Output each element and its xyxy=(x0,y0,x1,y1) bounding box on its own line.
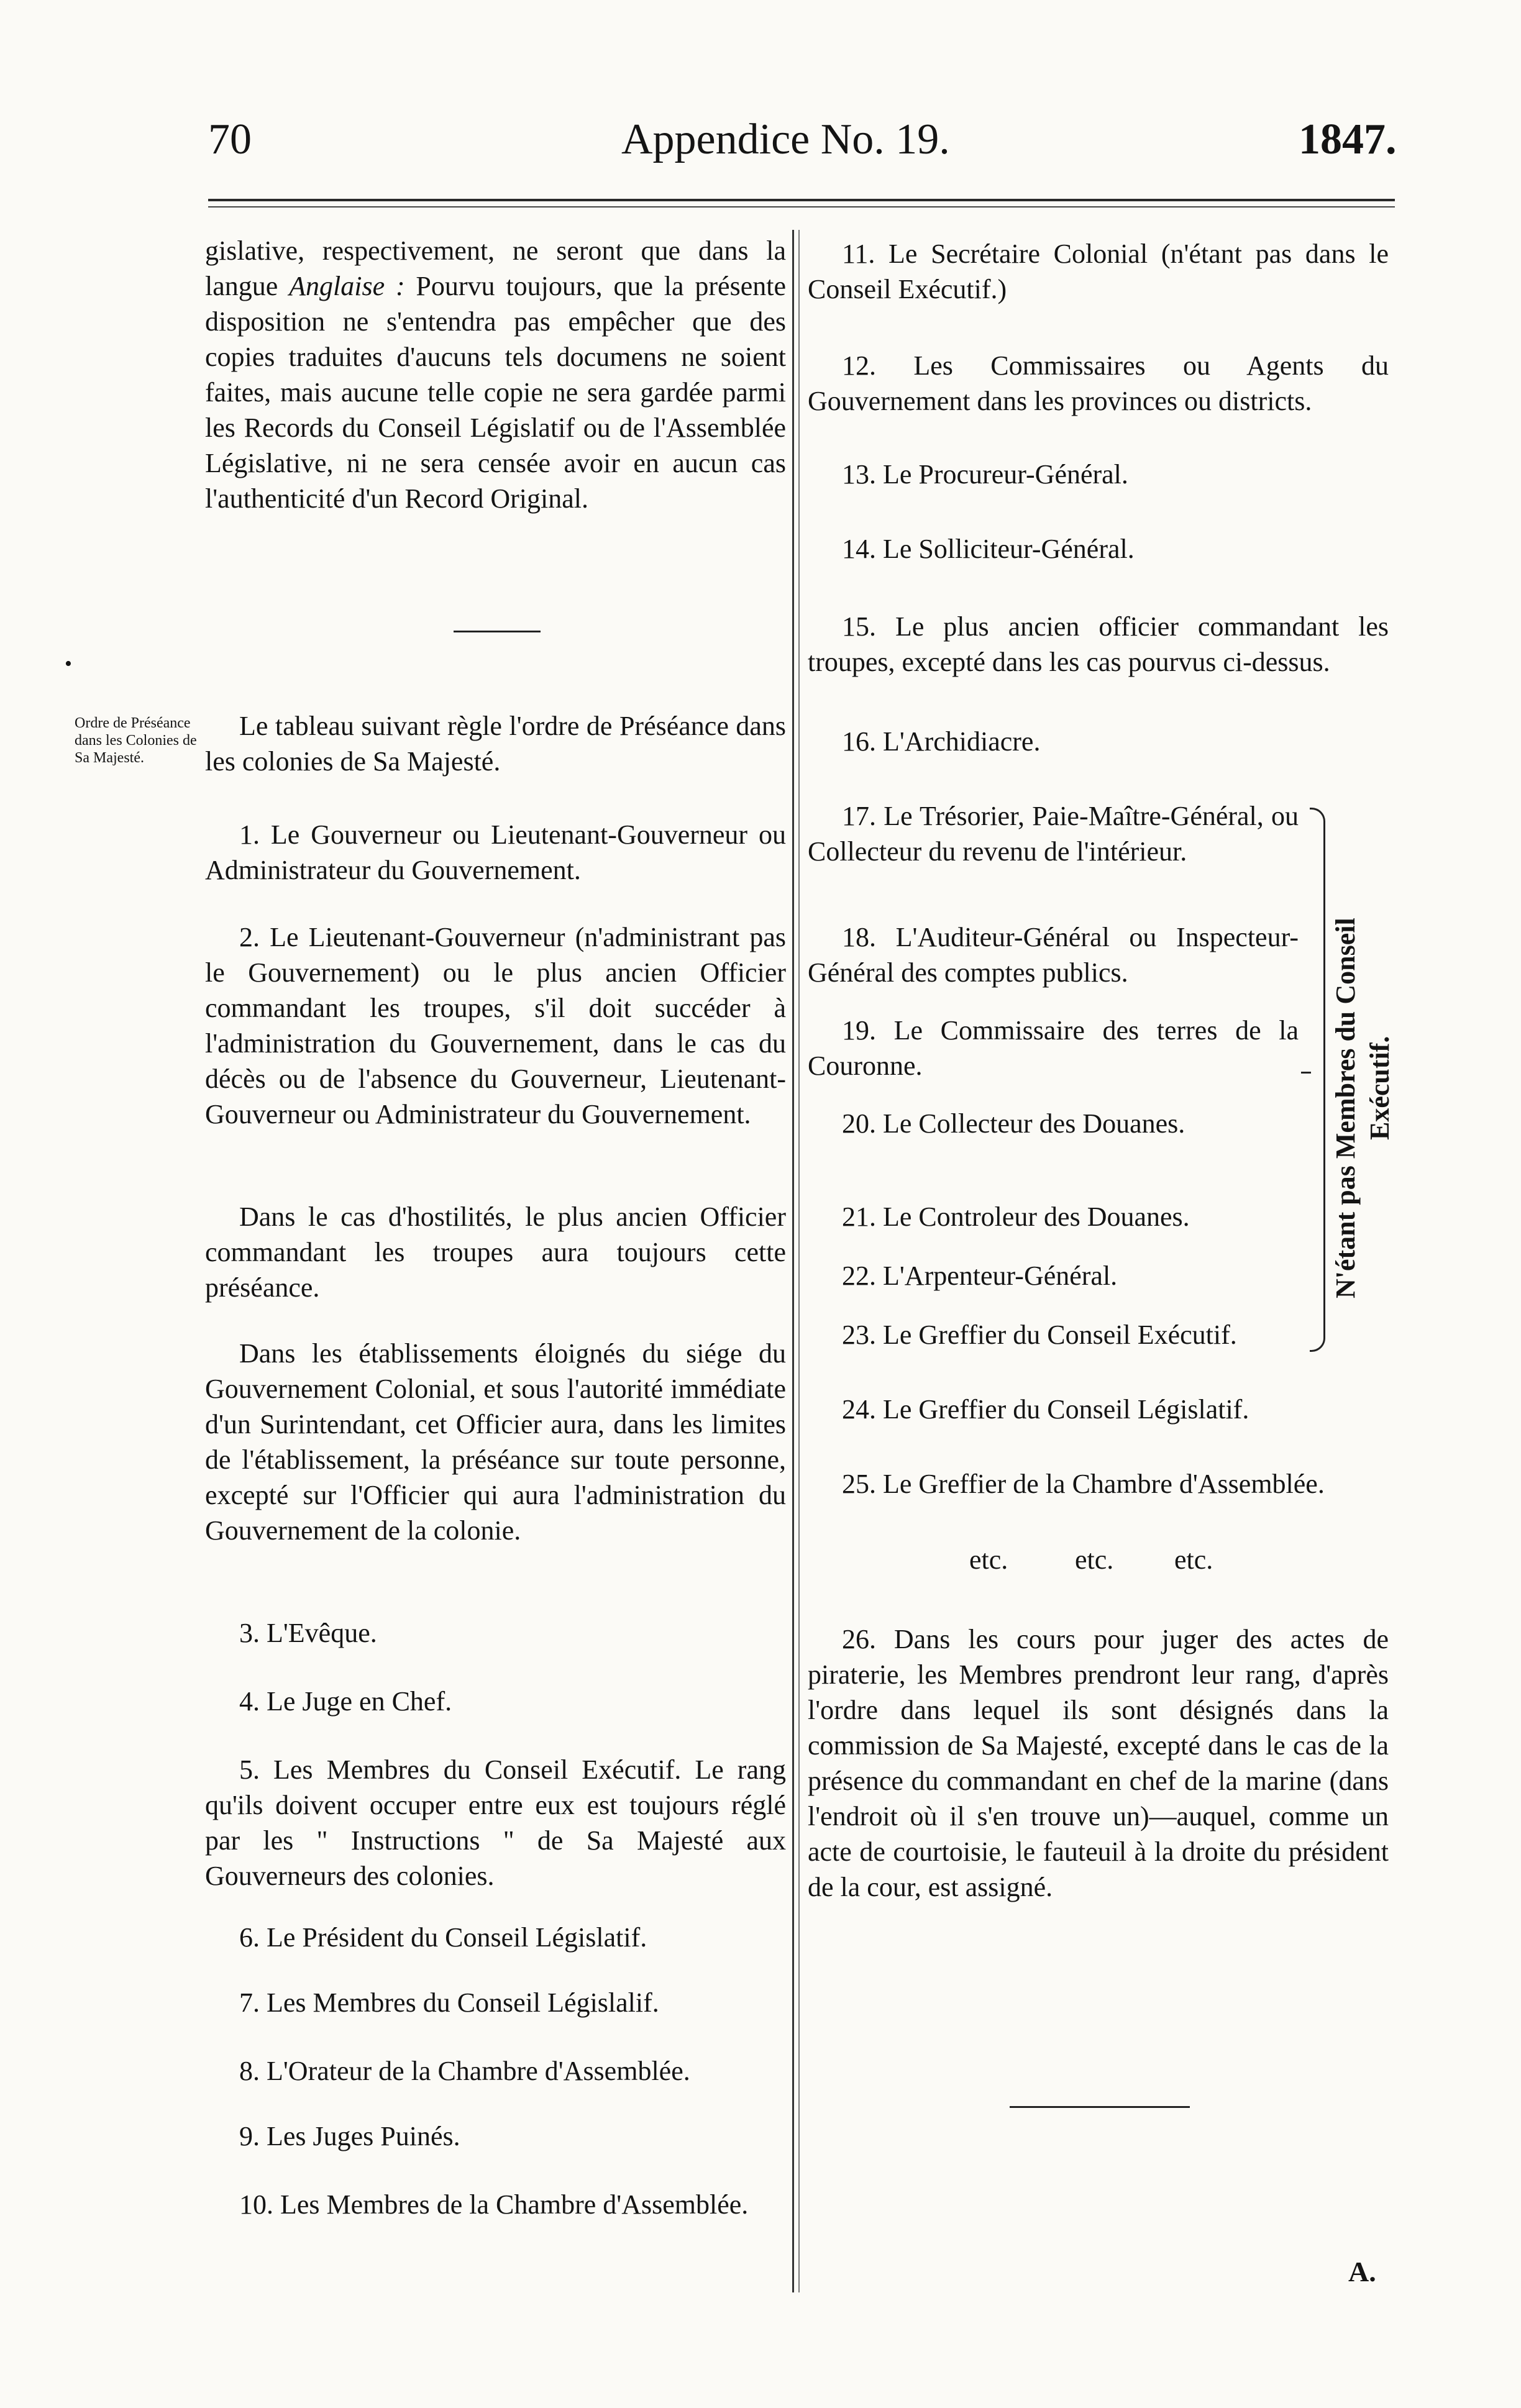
item-11: 11. Le Secrétaire Colonial (n'étant pas dans le Conseil Exécutif.) xyxy=(808,239,1389,304)
item-20: 20. Le Collecteur des Douanes. xyxy=(842,1108,1185,1139)
signature-mark: A. xyxy=(1348,2256,1376,2287)
header-rule-bottom xyxy=(208,206,1395,208)
item-14: 14. Le Solliciteur-Général. xyxy=(842,534,1135,564)
establishments-paragraph: Dans les établissements éloignés du siége du Gouvernement Colonial, et sous l'autorité immédiate d'un Surintendant, cet Officier aura, dans les limites de l'établissement, la préséance sur toute personne, excepté sur l'Officier qui aura l'administration du Gouvernement de la colonie. xyxy=(205,1338,786,1546)
item-21: 21. Le Controleur des Douanes. xyxy=(842,1202,1190,1232)
brace-label-line2: Exécutif. xyxy=(1364,1036,1395,1140)
etc-3: etc. xyxy=(1174,1544,1213,1575)
item-3: 3. L'Evêque. xyxy=(239,1618,377,1648)
item-7: 7. Les Membres du Conseil Législalif. xyxy=(239,1987,659,2018)
header-rule-top xyxy=(208,199,1395,201)
margin-note: Ordre de Préséance dans les Colonies de Sa Majesté. xyxy=(75,715,197,766)
brace-label-line1: N'étant pas Membres du Conseil xyxy=(1330,918,1361,1298)
etc-2: etc. xyxy=(1075,1544,1114,1575)
italic-word: Anglaise : xyxy=(289,271,405,301)
intro-paragraph: Le tableau suivant règle l'ordre de Préséance dans les colonies de Sa Majesté. xyxy=(205,711,786,777)
item-4: 4. Le Juge en Chef. xyxy=(239,1686,452,1717)
end-rule xyxy=(1010,2106,1190,2108)
item-12: 12. Les Commissaires ou Agents du Gouvernement dans les provinces ou districts. xyxy=(808,350,1389,416)
group-brace-tip xyxy=(1301,1072,1311,1074)
column-divider-inner xyxy=(798,230,800,2292)
item-13: 13. Le Procureur-Général. xyxy=(842,459,1128,490)
group-brace xyxy=(1310,808,1325,1352)
item-15: 15. Le plus ancien officier commandant les troupes, excepté dans les cas pourvus ci-dessus. xyxy=(808,611,1389,677)
item-26: 26. Dans les cours pour juger des actes de piraterie, les Membres prendront leur rang, d'après l'ordre dans lequel ils sont désignés dans la commission de Sa Majesté, excepté dans le cas de la présence du commandant en chef de la marine (dans l'endroit où il s'en trouve un)—auquel, comme un acte de courtoisie, le fauteuil à la droite du président de la cour, est assigné. xyxy=(808,1624,1389,1902)
item-9: 9. Les Juges Puinés. xyxy=(239,2121,460,2151)
section-separator xyxy=(454,631,541,632)
item-24: 24. Le Greffier du Conseil Législatif. xyxy=(842,1394,1249,1425)
item-10: 10. Les Membres de la Chambre d'Assemblée. xyxy=(239,2189,749,2220)
item-16: 16. L'Archidiacre. xyxy=(842,726,1041,757)
item-8: 8. L'Orateur de la Chambre d'Assemblée. xyxy=(239,2056,690,2086)
etc-1: etc. xyxy=(969,1544,1008,1575)
item-19: 19. Le Commissaire des terres de la Couronne. xyxy=(808,1015,1299,1081)
hostilities-paragraph: Dans le cas d'hostilités, le plus ancien Officier commandant les troupes aura toujours cette préséance. xyxy=(205,1202,786,1303)
item-22: 22. L'Arpenteur-Général. xyxy=(842,1261,1118,1291)
page-number: 70 xyxy=(208,116,252,163)
page-year: 1847. xyxy=(1299,116,1397,163)
column-divider xyxy=(792,230,794,2292)
item-6: 6. Le Président du Conseil Législatif. xyxy=(239,1922,647,1953)
item-17: 17. Le Trésorier, Paie-Maître-Général, ou Collecteur du revenu de l'intérieur. xyxy=(808,801,1299,867)
item-25: 25. Le Greffier de la Chambre d'Assemblée. xyxy=(842,1469,1325,1499)
stray-mark: • xyxy=(65,652,72,675)
item-23: 23. Le Greffier du Conseil Exécutif. xyxy=(842,1320,1237,1350)
item-5: 5. Les Membres du Conseil Exécutif. Le rang qu'ils doivent occuper entre eux est toujours réglé par les " Instructions " de Sa Majesté aux Gouverneurs des colonies. xyxy=(205,1754,786,1891)
item-2: 2. Le Lieutenant-Gouverneur (n'administrant pas le Gouvernement) ou le plus ancien Officier commandant les troupes, s'il doit succéder à l'administration du Gouvernement, dans le cas du décès ou de l'absence du Gouverneur, Lieutenant-Gouverneur ou Administrateur du Gouvernement. xyxy=(205,922,786,1129)
page-title: Appendice No. 19. xyxy=(621,116,950,163)
paragraph-continuation: gislative, respectivement, ne seront que dans la langue Anglaise : Pourvu toujours, que la présente disposition ne s'entendra pas empêcher que des copies traduites d'aucuns tels documens ne soient faites, mais aucune telle copie ne sera gardée parmi les Records du Conseil Législatif ou de l'Assemblée Législative, ni ne sera censée avoir en aucun cas l'authenticité d'un Record Original. xyxy=(205,235,786,514)
item-1: 1. Le Gouverneur ou Lieutenant-Gouverneur ou Administrateur du Gouvernement. xyxy=(205,819,786,885)
item-18: 18. L'Auditeur-Général ou Inspecteur-Général des comptes publics. xyxy=(808,922,1299,988)
